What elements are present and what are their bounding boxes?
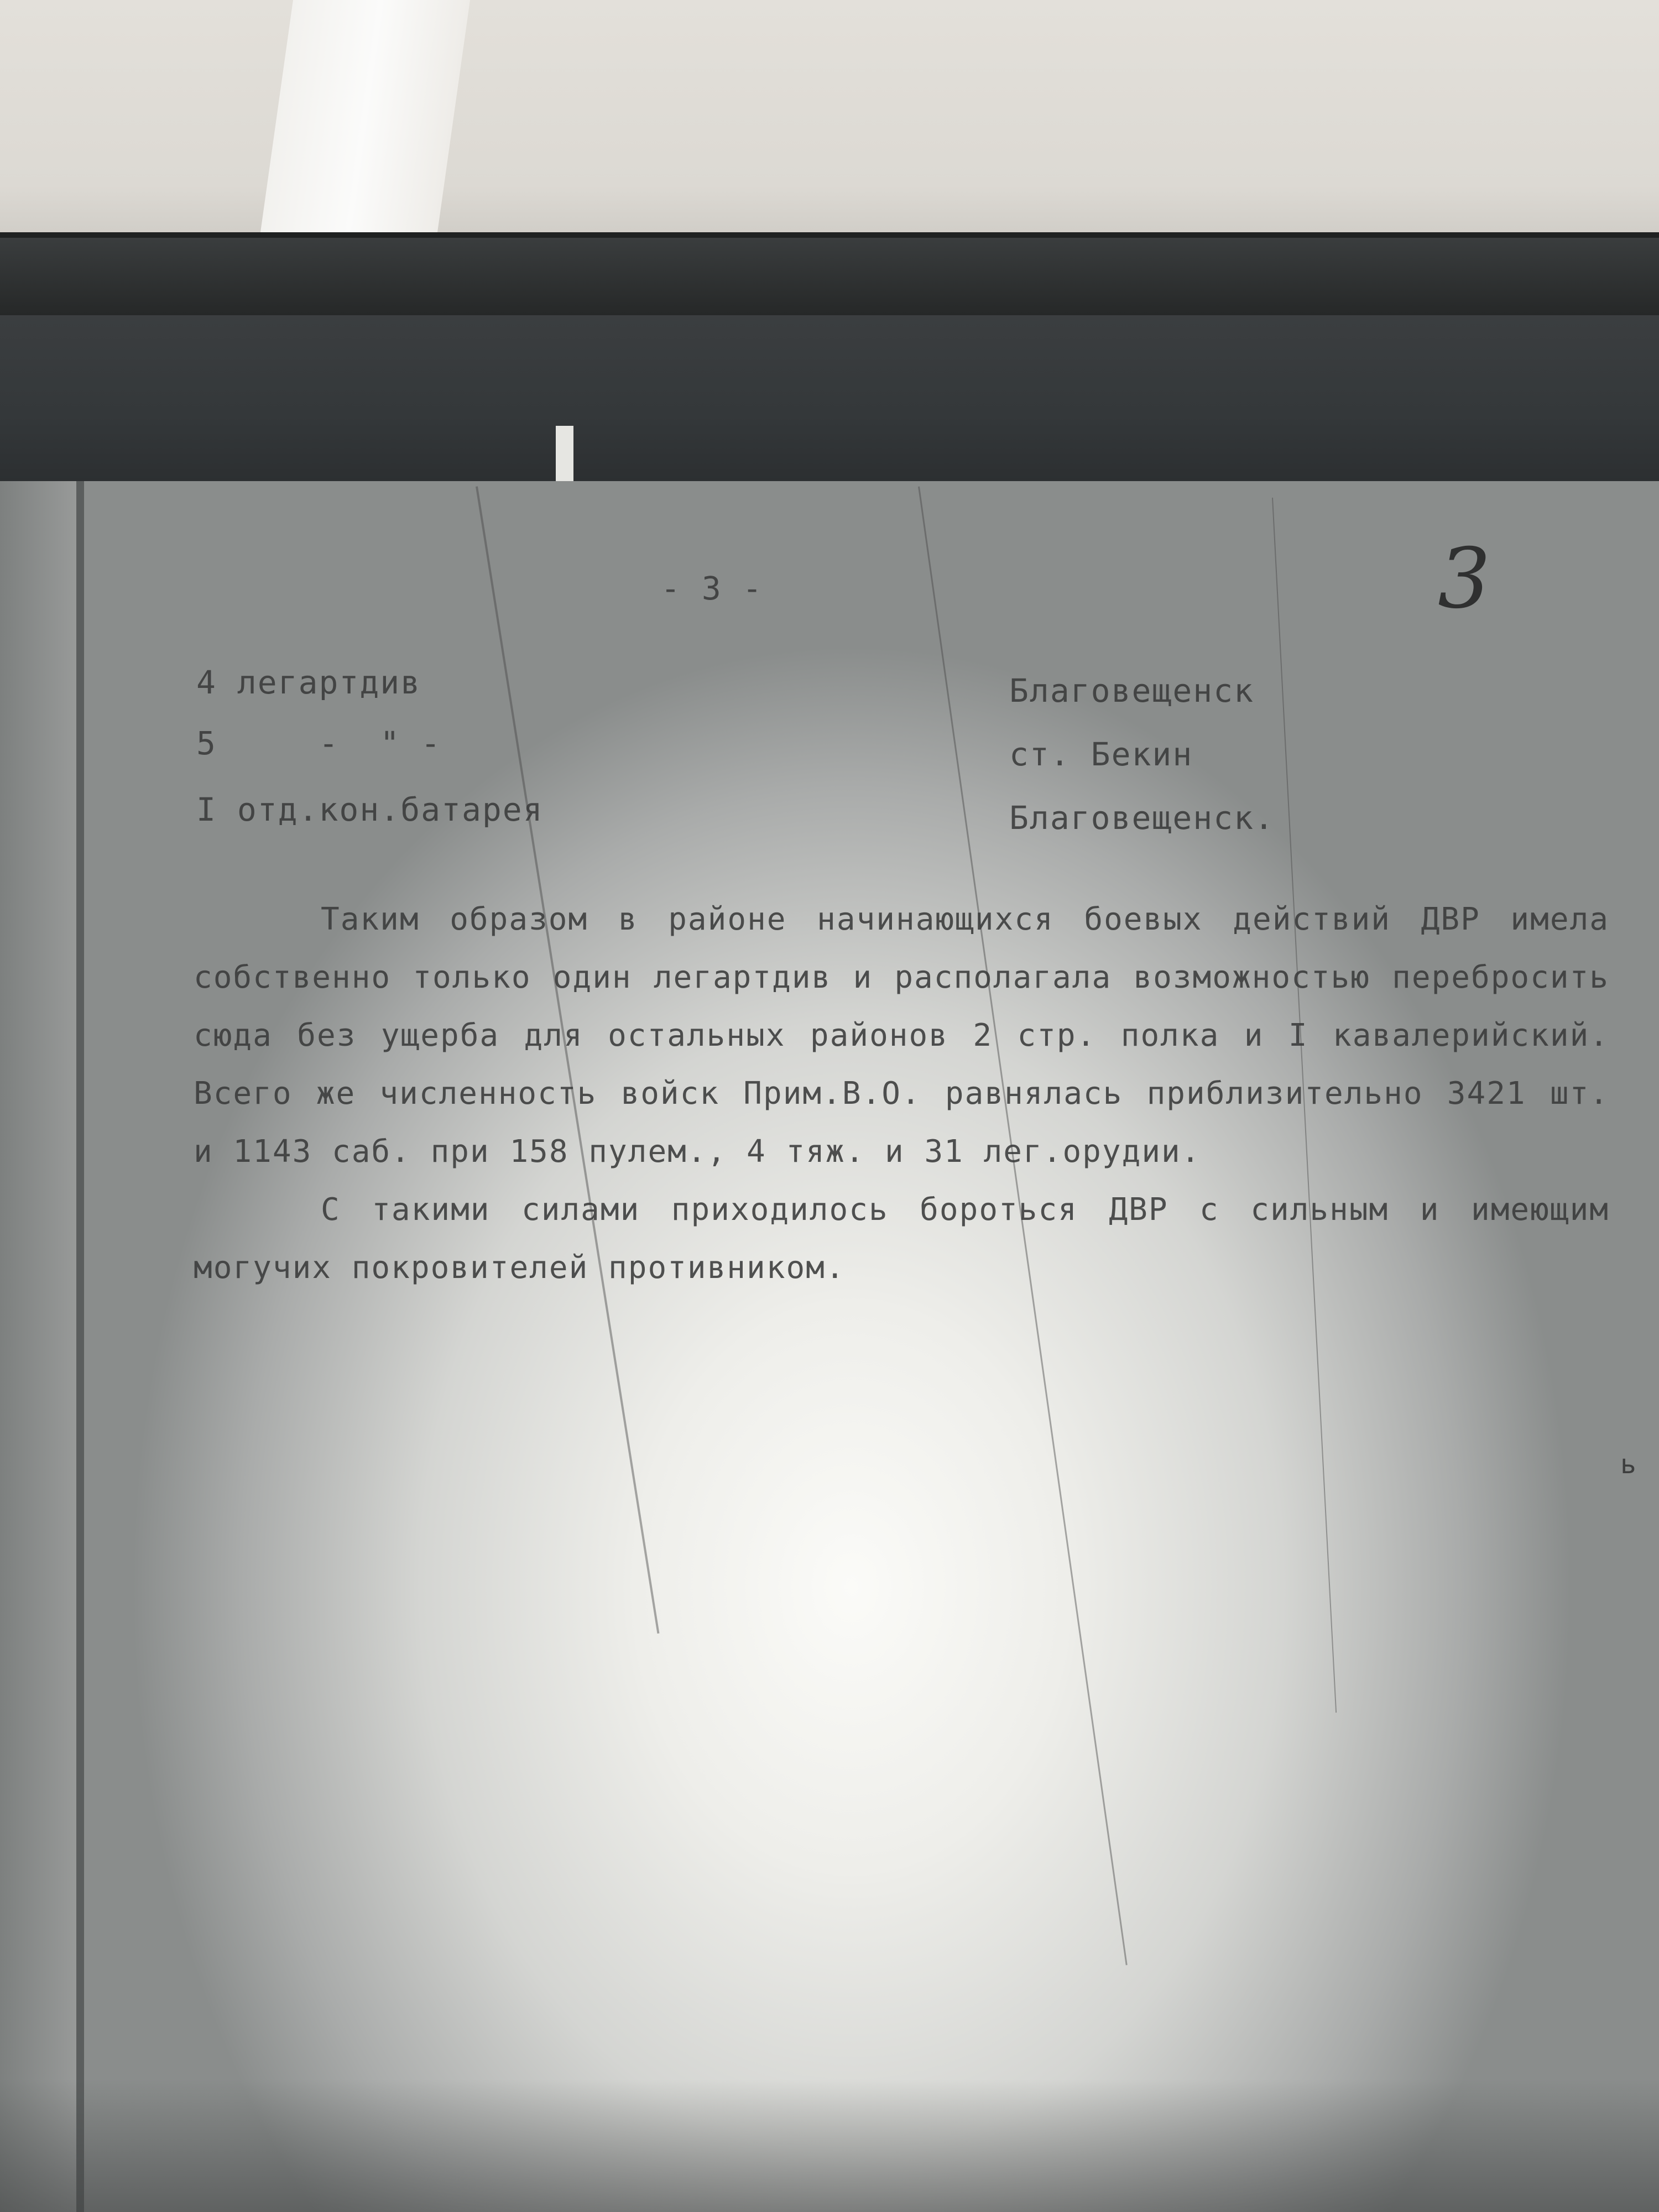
handwritten-page-number: 3 — [1438, 531, 1491, 627]
document-body — [194, 890, 1609, 1297]
unit-location-1: Благовещенск — [1009, 672, 1255, 709]
viewer-frame-band — [0, 238, 1659, 315]
unit-name-3: I отд.кон.батарея — [196, 791, 544, 828]
paragraph-2: С такими силами приходилось бороться ДВР с сильным и имеющим могучих покровителей противником. — [194, 1192, 1609, 1286]
page-marker: - 3 - — [661, 570, 763, 607]
paragraph-1: Таким образом в районе начинающихся боевых действий ДВР имела собственно только один легартдив и располагала возможностью перебросить сюда без ущерба для остальных районов 2 стр. полка и I кавалерийский. Всего же численность войск Прим.В.О. равнялась приблизительно 3421 шт. и 1143 саб. при 158 пулем., 4 тяж. и 31 лег.орудии. — [194, 901, 1609, 1170]
viewer-top-panel — [0, 315, 1659, 481]
film-edge-right — [1637, 531, 1659, 2212]
unit-location-3: Благовещенск. — [1009, 799, 1275, 837]
film-edge-left — [0, 481, 83, 2212]
unit-name-1: 4 легартдив — [196, 664, 421, 701]
wall-light-patch — [260, 0, 470, 232]
film-gap-line — [76, 481, 84, 2212]
unit-name-2: 5 - " - — [196, 724, 442, 762]
margin-mark: ь — [1620, 1449, 1636, 1480]
bottom-vignette — [0, 2079, 1659, 2212]
background-wall — [0, 0, 1659, 265]
unit-location-2: ст. Бекин — [1009, 735, 1193, 773]
